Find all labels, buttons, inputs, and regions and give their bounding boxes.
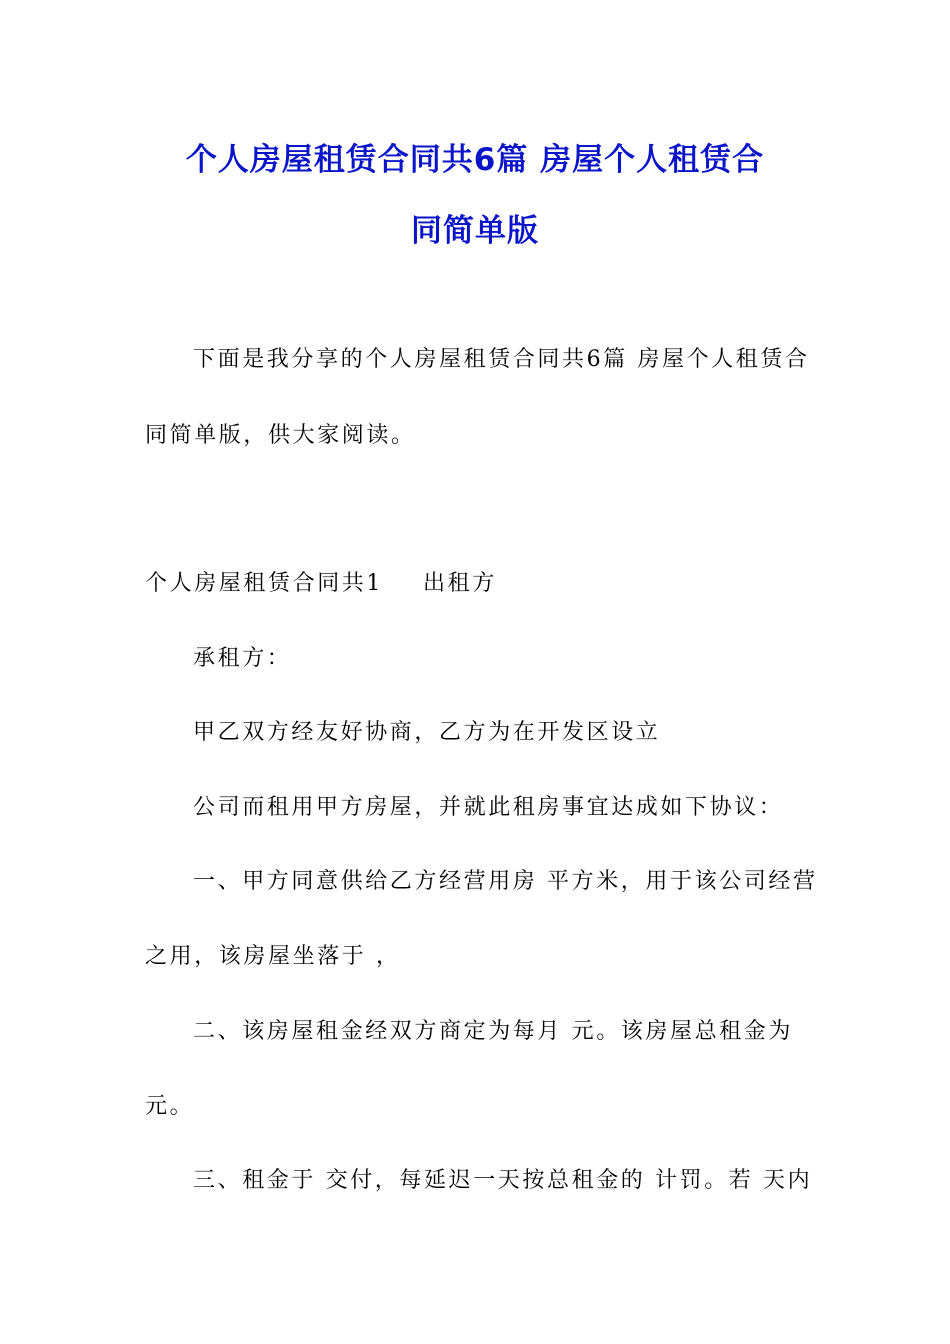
clause-1-line-1: 一、甲方同意供给乙方经营用房 平方米，用于该公司经营 <box>193 869 818 894</box>
document-title-line-2: 同简单版 <box>411 213 539 249</box>
paragraph-agreement-1: 甲乙双方经友好协商，乙方为在开发区设立 <box>193 720 661 745</box>
section-heading <box>145 573 497 595</box>
intro-paragraph-line-2: 同简单版，供大家阅读。 <box>145 423 416 448</box>
clause-2-line-2: 元。 <box>145 1094 195 1119</box>
clause-2-line-1: 二、该房屋租金经双方商定为每月 元。该房屋总租金为 <box>193 1019 793 1044</box>
paragraph-agreement-2: 公司而租用甲方房屋，并就此租房事宜达成如下协议： <box>193 795 784 820</box>
clause-1-line-2: 之用，该房屋坐落于 ， <box>145 944 401 969</box>
intro-paragraph-line-1: 下面是我分享的个人房屋租赁合同共6篇 房屋个人租赁合 <box>193 347 810 372</box>
lessee-line: 承租方： <box>193 646 292 671</box>
clause-3-line-1: 三、租金于 交付，每延迟一天按总租金的 计罚。若 天内 <box>193 1168 813 1193</box>
section-heading-label: 个人房屋租赁合同共1 <box>145 571 383 596</box>
document-title-line-1: 个人房屋租赁合同共6篇 房屋个人租赁合 <box>185 142 765 178</box>
section-heading-lessor: 出租方 <box>423 571 497 596</box>
